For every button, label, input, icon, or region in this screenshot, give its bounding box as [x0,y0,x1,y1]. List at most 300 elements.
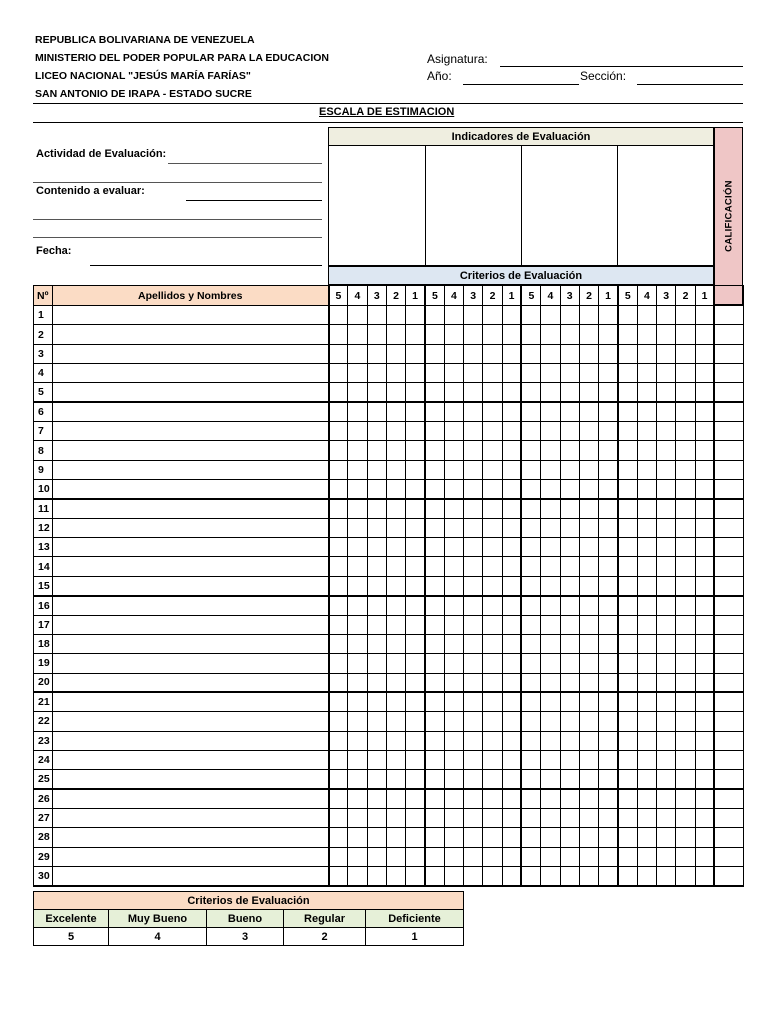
score-cell[interactable] [348,480,367,499]
calificacion-cell[interactable] [714,692,743,711]
score-cell[interactable] [541,866,560,885]
score-cell[interactable] [695,364,714,383]
score-cell[interactable] [521,654,540,673]
student-name-cell[interactable] [53,306,329,325]
score-cell[interactable] [502,576,521,595]
score-cell[interactable] [367,306,386,325]
score-cell[interactable] [502,828,521,847]
student-name-cell[interactable] [53,325,329,344]
score-cell[interactable] [348,770,367,789]
score-cell[interactable] [348,596,367,615]
score-cell[interactable] [329,364,348,383]
score-cell[interactable] [348,576,367,595]
score-cell[interactable] [406,673,425,692]
score-cell[interactable] [637,673,656,692]
score-cell[interactable] [599,847,618,866]
score-cell[interactable] [502,615,521,634]
score-cell[interactable] [695,654,714,673]
score-cell[interactable] [657,596,676,615]
score-cell[interactable] [695,866,714,885]
score-cell[interactable] [444,576,463,595]
score-cell[interactable] [560,402,579,421]
score-cell[interactable] [502,538,521,557]
score-cell[interactable] [444,325,463,344]
score-cell[interactable] [425,808,444,827]
score-cell[interactable] [599,866,618,885]
score-cell[interactable] [386,731,405,750]
score-cell[interactable] [521,828,540,847]
score-cell[interactable] [579,306,598,325]
score-cell[interactable] [444,712,463,731]
student-name-cell[interactable] [53,344,329,363]
score-cell[interactable] [637,634,656,653]
score-cell[interactable] [406,866,425,885]
score-cell[interactable] [579,673,598,692]
score-cell[interactable] [386,402,405,421]
score-cell[interactable] [329,383,348,402]
score-cell[interactable] [657,344,676,363]
score-cell[interactable] [579,402,598,421]
student-name-cell[interactable] [53,770,329,789]
score-cell[interactable] [521,770,540,789]
score-cell[interactable] [618,654,637,673]
score-cell[interactable] [367,828,386,847]
score-cell[interactable] [676,364,695,383]
score-cell[interactable] [464,422,483,441]
score-cell[interactable] [406,306,425,325]
score-cell[interactable] [657,460,676,479]
student-name-cell[interactable] [53,596,329,615]
score-cell[interactable] [599,480,618,499]
score-cell[interactable] [386,364,405,383]
score-cell[interactable] [483,615,502,634]
score-cell[interactable] [444,615,463,634]
score-cell[interactable] [676,770,695,789]
calificacion-cell[interactable] [714,402,743,421]
score-cell[interactable] [521,692,540,711]
score-cell[interactable] [406,460,425,479]
score-cell[interactable] [367,692,386,711]
score-cell[interactable] [618,866,637,885]
score-cell[interactable] [695,673,714,692]
score-cell[interactable] [695,615,714,634]
calificacion-cell[interactable] [714,673,743,692]
score-cell[interactable] [329,441,348,460]
score-cell[interactable] [541,325,560,344]
score-cell[interactable] [367,480,386,499]
score-cell[interactable] [637,441,656,460]
score-cell[interactable] [599,402,618,421]
score-cell[interactable] [521,634,540,653]
score-cell[interactable] [464,596,483,615]
score-cell[interactable] [348,789,367,808]
score-cell[interactable] [599,634,618,653]
contenido-field[interactable] [186,200,322,201]
score-cell[interactable] [406,828,425,847]
score-cell[interactable] [695,692,714,711]
score-cell[interactable] [618,306,637,325]
score-cell[interactable] [637,325,656,344]
score-cell[interactable] [618,808,637,827]
score-cell[interactable] [541,770,560,789]
score-cell[interactable] [329,847,348,866]
score-cell[interactable] [676,538,695,557]
contenido-field-line2[interactable] [33,219,322,220]
score-cell[interactable] [676,383,695,402]
score-cell[interactable] [541,402,560,421]
score-cell[interactable] [676,615,695,634]
score-cell[interactable] [444,789,463,808]
score-cell[interactable] [425,692,444,711]
score-cell[interactable] [657,750,676,769]
score-cell[interactable] [386,557,405,576]
score-cell[interactable] [657,364,676,383]
score-cell[interactable] [676,441,695,460]
score-cell[interactable] [599,325,618,344]
student-name-cell[interactable] [53,673,329,692]
score-cell[interactable] [386,828,405,847]
score-cell[interactable] [579,634,598,653]
score-cell[interactable] [637,596,656,615]
score-cell[interactable] [329,673,348,692]
score-cell[interactable] [329,712,348,731]
score-cell[interactable] [579,866,598,885]
score-cell[interactable] [329,306,348,325]
score-cell[interactable] [425,480,444,499]
score-cell[interactable] [464,499,483,518]
score-cell[interactable] [579,480,598,499]
score-cell[interactable] [386,634,405,653]
score-cell[interactable] [618,828,637,847]
score-cell[interactable] [579,344,598,363]
calificacion-cell[interactable] [714,712,743,731]
score-cell[interactable] [464,344,483,363]
score-cell[interactable] [541,634,560,653]
score-cell[interactable] [676,402,695,421]
score-cell[interactable] [444,847,463,866]
student-name-cell[interactable] [53,692,329,711]
score-cell[interactable] [657,518,676,537]
score-cell[interactable] [406,847,425,866]
score-cell[interactable] [502,789,521,808]
score-cell[interactable] [329,789,348,808]
score-cell[interactable] [464,712,483,731]
score-cell[interactable] [367,364,386,383]
score-cell[interactable] [386,460,405,479]
score-cell[interactable] [521,306,540,325]
score-cell[interactable] [502,460,521,479]
score-cell[interactable] [367,654,386,673]
score-cell[interactable] [329,499,348,518]
score-cell[interactable] [541,538,560,557]
score-cell[interactable] [637,480,656,499]
score-cell[interactable] [637,654,656,673]
score-cell[interactable] [367,847,386,866]
score-cell[interactable] [406,344,425,363]
score-cell[interactable] [560,692,579,711]
score-cell[interactable] [599,789,618,808]
score-cell[interactable] [560,538,579,557]
calificacion-cell[interactable] [714,422,743,441]
score-cell[interactable] [444,538,463,557]
score-cell[interactable] [599,383,618,402]
score-cell[interactable] [502,480,521,499]
score-cell[interactable] [444,441,463,460]
score-cell[interactable] [425,344,444,363]
score-cell[interactable] [444,692,463,711]
score-cell[interactable] [329,460,348,479]
student-name-cell[interactable] [53,654,329,673]
score-cell[interactable] [444,731,463,750]
score-cell[interactable] [618,750,637,769]
score-cell[interactable] [657,828,676,847]
score-cell[interactable] [618,441,637,460]
score-cell[interactable] [657,866,676,885]
score-cell[interactable] [579,654,598,673]
calificacion-cell[interactable] [714,789,743,808]
contenido-field-line3[interactable] [33,237,322,238]
score-cell[interactable] [483,422,502,441]
score-cell[interactable] [483,731,502,750]
score-cell[interactable] [502,325,521,344]
score-cell[interactable] [618,596,637,615]
score-cell[interactable] [560,576,579,595]
score-cell[interactable] [425,828,444,847]
score-cell[interactable] [521,422,540,441]
score-cell[interactable] [502,518,521,537]
score-cell[interactable] [329,480,348,499]
score-cell[interactable] [676,847,695,866]
student-name-cell[interactable] [53,538,329,557]
score-cell[interactable] [406,383,425,402]
score-cell[interactable] [579,712,598,731]
score-cell[interactable] [406,557,425,576]
score-cell[interactable] [695,750,714,769]
score-cell[interactable] [618,402,637,421]
score-cell[interactable] [560,654,579,673]
score-cell[interactable] [541,518,560,537]
score-cell[interactable] [348,654,367,673]
score-cell[interactable] [425,325,444,344]
score-cell[interactable] [406,441,425,460]
score-cell[interactable] [348,402,367,421]
student-name-cell[interactable] [53,460,329,479]
score-cell[interactable] [464,460,483,479]
score-cell[interactable] [386,847,405,866]
score-cell[interactable] [367,770,386,789]
score-cell[interactable] [560,325,579,344]
score-cell[interactable] [676,518,695,537]
score-cell[interactable] [521,866,540,885]
score-cell[interactable] [502,344,521,363]
score-cell[interactable] [676,499,695,518]
score-cell[interactable] [618,422,637,441]
score-cell[interactable] [444,383,463,402]
score-cell[interactable] [444,499,463,518]
score-cell[interactable] [444,422,463,441]
score-cell[interactable] [464,325,483,344]
score-cell[interactable] [406,402,425,421]
score-cell[interactable] [676,634,695,653]
score-cell[interactable] [425,615,444,634]
score-cell[interactable] [541,654,560,673]
score-cell[interactable] [425,383,444,402]
score-cell[interactable] [483,538,502,557]
score-cell[interactable] [521,557,540,576]
score-cell[interactable] [579,557,598,576]
score-cell[interactable] [579,770,598,789]
score-cell[interactable] [425,402,444,421]
score-cell[interactable] [425,538,444,557]
student-name-cell[interactable] [53,364,329,383]
score-cell[interactable] [502,634,521,653]
score-cell[interactable] [464,557,483,576]
score-cell[interactable] [464,402,483,421]
calificacion-cell[interactable] [714,383,743,402]
score-cell[interactable] [367,596,386,615]
score-cell[interactable] [329,828,348,847]
score-cell[interactable] [444,596,463,615]
score-cell[interactable] [367,460,386,479]
score-cell[interactable] [695,596,714,615]
student-name-cell[interactable] [53,828,329,847]
score-cell[interactable] [618,364,637,383]
score-cell[interactable] [657,422,676,441]
score-cell[interactable] [521,750,540,769]
score-cell[interactable] [502,596,521,615]
score-cell[interactable] [521,596,540,615]
score-cell[interactable] [406,770,425,789]
score-cell[interactable] [541,673,560,692]
score-cell[interactable] [444,634,463,653]
score-cell[interactable] [483,499,502,518]
student-name-cell[interactable] [53,847,329,866]
score-cell[interactable] [483,460,502,479]
student-name-cell[interactable] [53,712,329,731]
score-cell[interactable] [483,866,502,885]
score-cell[interactable] [657,731,676,750]
score-cell[interactable] [560,557,579,576]
score-cell[interactable] [579,499,598,518]
score-cell[interactable] [695,441,714,460]
score-cell[interactable] [406,499,425,518]
score-cell[interactable] [695,576,714,595]
score-cell[interactable] [676,731,695,750]
calificacion-cell[interactable] [714,731,743,750]
score-cell[interactable] [483,596,502,615]
calificacion-cell[interactable] [714,634,743,653]
score-cell[interactable] [367,615,386,634]
score-cell[interactable] [560,866,579,885]
score-cell[interactable] [676,789,695,808]
score-cell[interactable] [521,518,540,537]
calificacion-cell[interactable] [714,538,743,557]
score-cell[interactable] [657,789,676,808]
score-cell[interactable] [386,615,405,634]
score-cell[interactable] [676,712,695,731]
score-cell[interactable] [367,576,386,595]
score-cell[interactable] [560,441,579,460]
score-cell[interactable] [560,383,579,402]
score-cell[interactable] [618,557,637,576]
score-cell[interactable] [406,576,425,595]
score-cell[interactable] [521,441,540,460]
score-cell[interactable] [618,480,637,499]
score-cell[interactable] [367,673,386,692]
score-cell[interactable] [444,866,463,885]
score-cell[interactable] [464,789,483,808]
score-cell[interactable] [483,557,502,576]
score-cell[interactable] [579,383,598,402]
score-cell[interactable] [560,770,579,789]
score-cell[interactable] [676,460,695,479]
score-cell[interactable] [560,808,579,827]
score-cell[interactable] [367,808,386,827]
score-cell[interactable] [483,344,502,363]
score-cell[interactable] [695,731,714,750]
score-cell[interactable] [521,480,540,499]
score-cell[interactable] [329,325,348,344]
score-cell[interactable] [386,712,405,731]
score-cell[interactable] [618,673,637,692]
score-cell[interactable] [695,383,714,402]
score-cell[interactable] [541,828,560,847]
score-cell[interactable] [348,364,367,383]
score-cell[interactable] [560,480,579,499]
score-cell[interactable] [637,808,656,827]
score-cell[interactable] [348,460,367,479]
student-name-cell[interactable] [53,750,329,769]
score-cell[interactable] [637,557,656,576]
score-cell[interactable] [348,325,367,344]
score-cell[interactable] [425,750,444,769]
score-cell[interactable] [367,383,386,402]
score-cell[interactable] [386,770,405,789]
score-cell[interactable] [521,538,540,557]
score-cell[interactable] [348,634,367,653]
score-cell[interactable] [599,808,618,827]
score-cell[interactable] [483,576,502,595]
score-cell[interactable] [695,557,714,576]
score-cell[interactable] [483,518,502,537]
score-cell[interactable] [386,518,405,537]
student-name-cell[interactable] [53,383,329,402]
score-cell[interactable] [541,364,560,383]
score-cell[interactable] [329,866,348,885]
score-cell[interactable] [329,402,348,421]
score-cell[interactable] [464,808,483,827]
score-cell[interactable] [541,692,560,711]
score-cell[interactable] [329,518,348,537]
score-cell[interactable] [444,344,463,363]
score-cell[interactable] [464,866,483,885]
score-cell[interactable] [444,828,463,847]
score-cell[interactable] [637,576,656,595]
score-cell[interactable] [444,750,463,769]
score-cell[interactable] [695,847,714,866]
score-cell[interactable] [579,731,598,750]
score-cell[interactable] [676,422,695,441]
score-cell[interactable] [367,866,386,885]
score-cell[interactable] [618,615,637,634]
score-cell[interactable] [348,538,367,557]
score-cell[interactable] [464,480,483,499]
score-cell[interactable] [560,828,579,847]
score-cell[interactable] [676,306,695,325]
score-cell[interactable] [599,750,618,769]
score-cell[interactable] [348,383,367,402]
score-cell[interactable] [579,518,598,537]
